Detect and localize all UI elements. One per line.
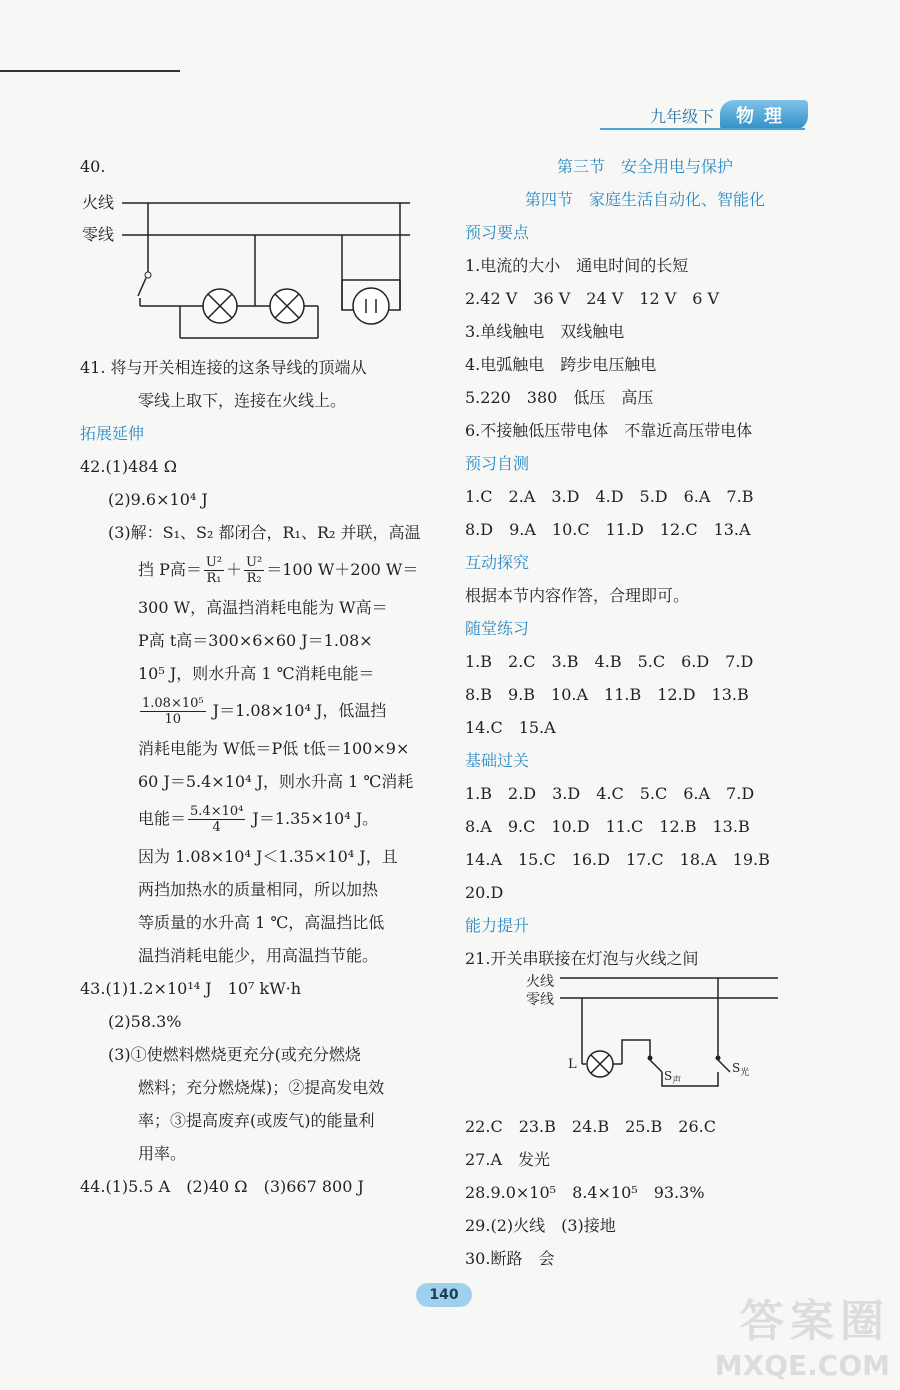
q43-3a: (3)①使燃料燃烧更充分(或充分燃烧 (108, 1045, 361, 1064)
q42-3j: 因为 1.08×10⁴ J＜1.35×10⁴ J，且 (138, 847, 398, 866)
switch-light-sub: 光 (740, 1068, 750, 1078)
q42-3m: 温挡消耗电能少，用高温挡节能。 (138, 946, 379, 965)
label-switch-light (732, 1061, 749, 1078)
preview-1: 1.电流的大小 通电时间的长短 (465, 256, 689, 275)
switch1-arm-icon (650, 1060, 662, 1072)
ability-30: 30.断路 会 (465, 1249, 555, 1268)
label-live-wire: 火线 (82, 193, 115, 212)
q42-1: 42.(1)484 Ω (80, 457, 177, 476)
q40-number: 40. (80, 157, 106, 176)
label-neutral-wire: 零线 (82, 225, 115, 244)
frac-den: 10 (164, 712, 182, 727)
q42-3b-pre: 挡 P高＝ (138, 560, 202, 579)
watermark-logo: 答案圈 (740, 1296, 890, 1347)
q42-2: (2)9.6×10⁴ J (108, 490, 208, 509)
watermark-url: MXQE.COM (714, 1349, 890, 1382)
frac-den: 4 (212, 820, 221, 835)
q41-line-a: 41. 将与开关相连接的这条导线的顶端从 (80, 358, 367, 377)
q42-3a: (3)解：S₁、S₂ 都闭合，R₁、R₂ 并联，高温 (108, 523, 421, 542)
switch-sound-s: S (664, 1069, 673, 1083)
fraction-u2-r1 (204, 555, 224, 586)
q43-2: (2)58.3% (108, 1012, 182, 1031)
switch-pivot (145, 272, 151, 278)
circuit-diagram-q21 (520, 968, 790, 1098)
section-title-4: 第四节 家庭生活自动化、智能化 (524, 190, 765, 209)
section-basic: 基础过关 (465, 751, 530, 770)
q43-3d: 用率。 (138, 1144, 187, 1163)
section-selftest: 预习自测 (465, 454, 530, 473)
q42-3i (80, 798, 435, 840)
q42-3d: P高 t高＝300×6×60 J＝1.08× (138, 631, 373, 650)
q42-3f (80, 690, 435, 732)
section-ability: 能力提升 (465, 916, 530, 935)
frac-num: U² (205, 555, 223, 570)
section-extend: 拓展延伸 (80, 424, 145, 443)
q42-3h: 60 J＝5.4×10⁴ J，则水升高 1 ℃消耗 (138, 772, 414, 791)
practice-2: 8.B 9.B 10.A 11.B 12.D 13.B (465, 685, 749, 704)
preview-2: 2.42 V 36 V 24 V 12 V 6 V (465, 289, 720, 308)
fraction-108e5-10 (140, 696, 206, 727)
socket-icon (353, 288, 389, 324)
preview-3: 3.单线触电 双线触电 (465, 322, 625, 341)
basic-4: 20.D (465, 883, 504, 902)
grade-label: 九年级下 (649, 106, 714, 126)
section-practice: 随堂练习 (465, 619, 530, 638)
right-column (465, 150, 825, 1275)
explore-1: 根据本节内容作答，合理即可。 (465, 586, 690, 605)
practice-1: 1.B 2.C 3.B 4.B 5.C 6.D 7.D (465, 652, 754, 671)
top-rule (0, 70, 180, 72)
plus-sign: ＋ (226, 560, 243, 579)
q43-1: 43.(1)1.2×10¹⁴ J 10⁷ kW·h (80, 979, 302, 998)
fraction-54e4-4 (188, 804, 245, 835)
q42-3c: 300 W，高温挡消耗电能为 W高＝ (138, 598, 388, 617)
header-underline (600, 128, 805, 130)
q42-3l: 等质量的水升高 1 ℃，高温挡比低 (138, 913, 385, 932)
switch-arm (138, 278, 146, 296)
switch-sound-sub: 声 (672, 1076, 682, 1086)
preview-6: 6.不接触低压带电体 不靠近高压带电体 (465, 421, 753, 440)
frac-den: R₂ (246, 571, 262, 586)
q42-3i-pre: 电能＝ (138, 809, 187, 828)
q43-3b: 燃料；充分燃烧煤)；②提高发电效 (138, 1078, 385, 1097)
switch1-pivot (648, 1056, 653, 1061)
switch-light-s: S (732, 1061, 741, 1075)
page-number-badge: 140 (416, 1283, 472, 1307)
label-live-wire: 火线 (526, 974, 554, 990)
q42-3f-post: J＝1.08×10⁴ J，低温挡 (207, 701, 387, 720)
frac-num: U² (246, 555, 263, 570)
preview-5: 5.220 380 低压 高压 (465, 388, 654, 407)
basic-2: 8.A 9.C 10.D 11.C 12.B 13.B (465, 817, 750, 836)
q42-3b-post: ＝100 W＋200 W＝ (266, 560, 419, 579)
switch2-arm-icon (718, 1060, 730, 1072)
q42-3k: 两挡加热水的质量相同，所以加热 (138, 880, 379, 899)
subject-badge: 物理 (720, 100, 808, 130)
switch2-pivot (716, 1056, 721, 1061)
q42-3b (80, 549, 435, 591)
ability-29: 29.(2)火线 (3)接地 (465, 1216, 616, 1235)
wire-to-switch1 (622, 1040, 650, 1064)
ability-27: 27.A 发光 (465, 1150, 551, 1169)
q42-3e: 10⁵ J，则水升高 1 ℃消耗电能＝ (138, 664, 375, 683)
q42-3g: 消耗电能为 W低＝P低 t低＝100×9× (138, 739, 410, 758)
page-header (650, 100, 808, 130)
watermark (715, 1285, 890, 1382)
label-neutral-wire: 零线 (526, 992, 554, 1008)
label-switch-sound (664, 1069, 681, 1086)
basic-1: 1.B 2.D 3.D 4.C 5.C 6.A 7.D (465, 784, 755, 803)
section-preview: 预习要点 (465, 223, 530, 242)
ability-21: 21.开关串联接在灯泡与火线之间 (465, 949, 699, 968)
q43-3c: 率；③提高废弃(或废气)的能量利 (138, 1111, 375, 1130)
section-title-3: 第三节 安全用电与保护 (556, 157, 733, 176)
selftest-1: 1.C 2.A 3.D 4.D 5.D 6.A 7.B (465, 487, 754, 506)
circuit-diagram-q40 (80, 188, 420, 348)
selftest-2: 8.D 9.A 10.C 11.D 12.C 13.A (465, 520, 751, 539)
frac-den: R₁ (206, 571, 222, 586)
frac-num: 1.08×10⁵ (142, 696, 204, 711)
preview-4: 4.电弧触电 跨步电压触电 (465, 355, 657, 374)
label-lamp-L: L (568, 1057, 577, 1072)
q44: 44.(1)5.5 A (2)40 Ω (3)667 800 J (80, 1177, 364, 1196)
practice-3: 14.C 15.A (465, 718, 556, 737)
section-explore: 互动探究 (465, 553, 530, 572)
q42-3i-post: J＝1.35×10⁴ J。 (247, 809, 379, 828)
q41-line-b: 零线上取下，连接在火线上。 (138, 391, 347, 410)
frac-num: 5.4×10⁴ (190, 804, 244, 819)
ability-22: 22.C 23.B 24.B 25.B 26.C (465, 1117, 716, 1136)
fraction-u2-r2 (244, 555, 264, 586)
basic-3: 14.A 15.C 16.D 17.C 18.A 19.B (465, 850, 770, 869)
ability-28: 28.9.0×10⁵ 8.4×10⁵ 93.3% (465, 1183, 705, 1202)
